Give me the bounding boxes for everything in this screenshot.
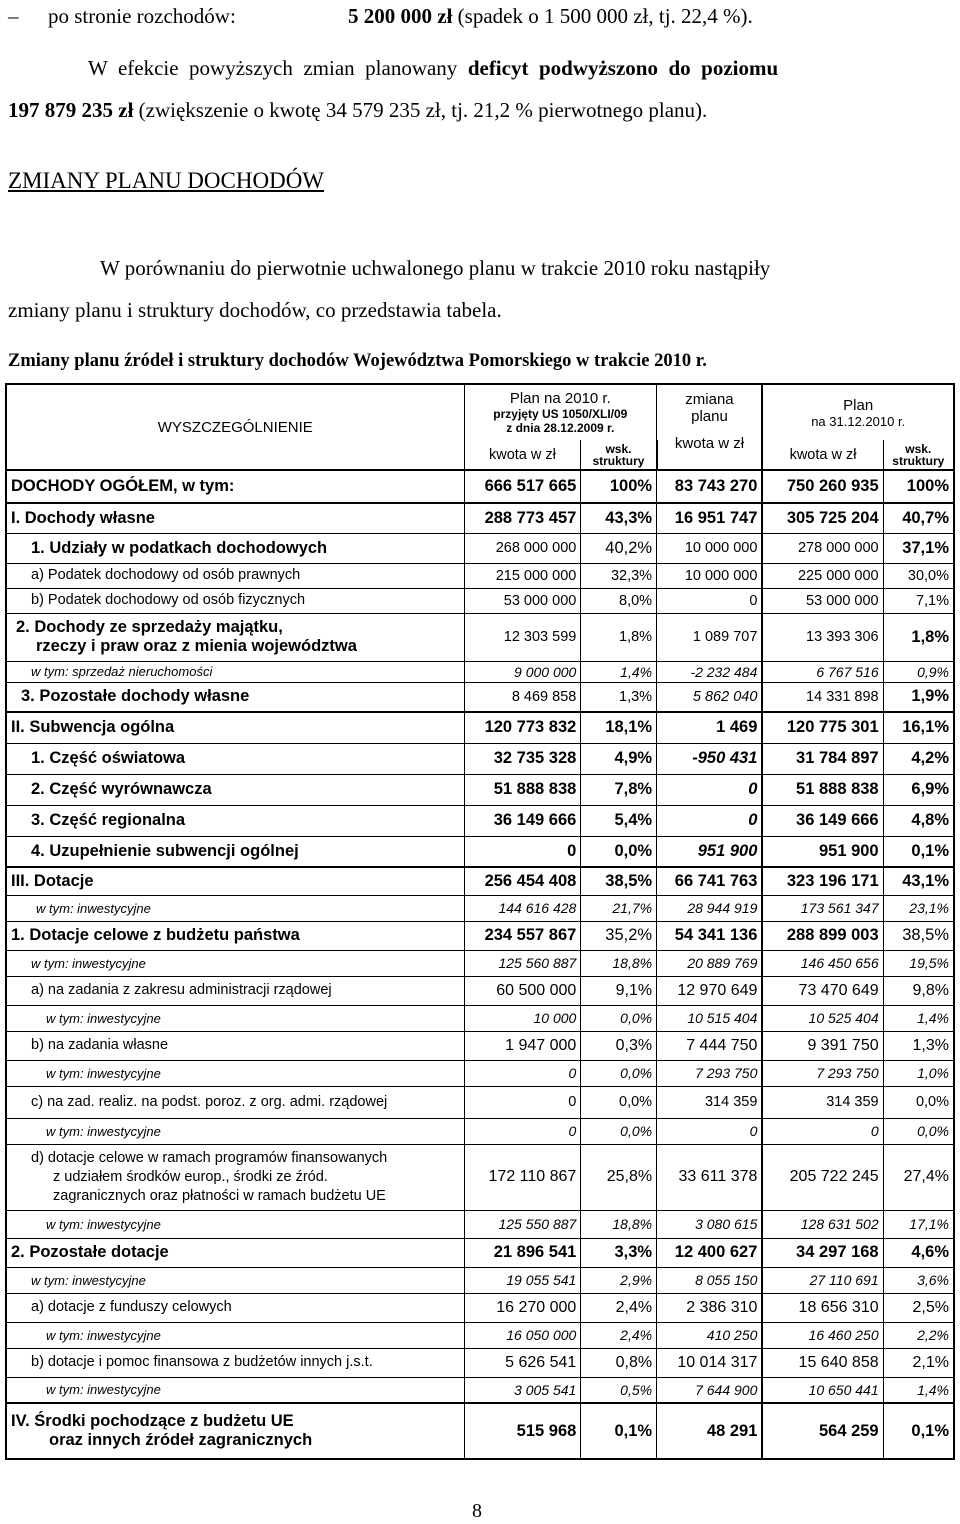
row-plan-share: 43,3% — [581, 503, 657, 533]
row-change-amount: 54 341 136 — [657, 921, 763, 950]
row-label-line: 2. Pozostałe dotacje — [11, 1243, 169, 1261]
row-label — [6, 682, 464, 712]
row-plan-share: 0,8% — [581, 1348, 657, 1377]
table-row — [6, 661, 954, 682]
row-change-amount: 0 — [657, 774, 763, 805]
row-label-line: 3. Część regionalna — [31, 811, 186, 829]
intro-line-3b: (zwiększenie o kwotę 34 579 235 zł, tj. 21,2 % pierwotnego planu). — [133, 98, 708, 122]
row-change-amount: 28 944 919 — [657, 895, 763, 921]
row-final-amount: 53 000 000 — [762, 588, 883, 613]
row-final-amount: 120 775 301 — [762, 712, 883, 743]
row-final-share: 30,0% — [883, 563, 954, 588]
header-change — [657, 384, 763, 470]
row-label — [6, 950, 464, 976]
row-final-amount: 564 259 — [762, 1403, 883, 1459]
row-plan-amount: 0 — [464, 1086, 581, 1118]
header-plan-sub1: przyjęty US 1050/XLI/09 — [493, 407, 628, 421]
row-label — [6, 1210, 464, 1238]
row-final-share: 2,2% — [883, 1322, 954, 1348]
row-final-share: 4,8% — [883, 805, 954, 836]
row-final-amount: 15 640 858 — [762, 1348, 883, 1377]
row-plan-share: 2,9% — [581, 1267, 657, 1293]
row-plan-share: 0,0% — [581, 1086, 657, 1118]
header-plan-title: Plan na 2010 r. — [509, 390, 611, 407]
row-plan-share: 1,3% — [581, 682, 657, 712]
row-label-line: rzeczy i praw oraz z mienia województwa — [36, 637, 357, 655]
row-label-line: I. Dochody własne — [11, 508, 155, 527]
row-plan-amount: 125 550 887 — [464, 1210, 581, 1238]
table-row — [6, 1144, 954, 1210]
row-plan-amount: 144 616 428 — [464, 895, 581, 921]
row-plan-amount: 215 000 000 — [464, 563, 581, 588]
row-final-amount: 10 650 441 — [762, 1377, 883, 1403]
table-row — [6, 1031, 954, 1060]
row-plan-amount: 1 947 000 — [464, 1031, 581, 1060]
row-final-amount: 34 297 168 — [762, 1238, 883, 1267]
row-final-share: 9,8% — [883, 976, 954, 1005]
header-change-1: zmiana — [685, 391, 734, 408]
row-label-line: w tym: inwestycyjne — [46, 1382, 161, 1398]
row-label — [6, 712, 464, 743]
table-row — [6, 950, 954, 976]
table-row — [6, 1348, 954, 1377]
table-title: Zmiany planu źródeł i struktury dochodów Województwa Pomorskiego w trakcie 2010 r. — [8, 351, 707, 371]
row-label — [6, 1031, 464, 1060]
row-plan-share: 1,4% — [581, 661, 657, 682]
header-share-1 — [581, 440, 657, 470]
row-plan-share: 0,1% — [581, 1403, 657, 1459]
row-final-amount: 18 656 310 — [762, 1293, 883, 1322]
row-label-line: w tym: inwestycyjne — [31, 955, 146, 971]
row-final-amount: 278 000 000 — [762, 533, 883, 563]
table-row — [6, 588, 954, 613]
row-final-amount: 225 000 000 — [762, 563, 883, 588]
row-label-line: w tym: sprzedaż nieruchomości — [31, 664, 213, 679]
row-change-amount: 3 080 615 — [657, 1210, 763, 1238]
row-plan-amount: 5 626 541 — [464, 1348, 581, 1377]
row-final-share: 2,1% — [883, 1348, 954, 1377]
row-label-line: z udziałem środków europ., środki ze źród. — [53, 1168, 328, 1185]
row-label-line: w tym: inwestycyjne — [31, 1272, 146, 1288]
row-plan-amount: 12 303 599 — [464, 613, 581, 661]
row-plan-share: 8,0% — [581, 588, 657, 613]
row-label-line: w tym: inwestycyjne — [46, 1010, 161, 1026]
table-row — [6, 895, 954, 921]
row-final-share: 27,4% — [883, 1144, 954, 1210]
row-plan-amount: 9 000 000 — [464, 661, 581, 682]
row-label — [6, 661, 464, 682]
row-plan-share: 1,8% — [581, 613, 657, 661]
page-number: 8 — [472, 1500, 482, 1522]
row-label — [6, 1144, 464, 1210]
section-heading: ZMIANY PLANU DOCHODÓW — [8, 168, 325, 193]
row-plan-share: 0,0% — [581, 1060, 657, 1086]
table-row — [6, 774, 954, 805]
intro-line-2b: deficyt podwyższono do poziomu — [467, 56, 779, 80]
row-final-amount: 6 767 516 — [762, 661, 883, 682]
row-final-amount: 288 899 003 — [762, 921, 883, 950]
row-label — [6, 743, 464, 774]
row-label — [6, 1322, 464, 1348]
row-plan-amount: 16 270 000 — [464, 1293, 581, 1322]
row-change-amount: 1 469 — [657, 712, 763, 743]
row-change-amount: 7 644 900 — [657, 1377, 763, 1403]
row-plan-amount: 0 — [464, 1118, 581, 1144]
row-label-line: b) na zadania własne — [31, 1037, 169, 1053]
row-change-amount: 5 862 040 — [657, 682, 763, 712]
row-final-share: 40,7% — [883, 503, 954, 533]
row-change-amount: 66 741 763 — [657, 867, 763, 895]
row-plan-share: 2,4% — [581, 1322, 657, 1348]
row-change-amount: 16 951 747 — [657, 503, 763, 533]
table-row — [6, 1005, 954, 1031]
row-label-line: II. Subwencja ogólna — [11, 718, 175, 737]
row-plan-share: 4,9% — [581, 743, 657, 774]
row-label-line: w tym: inwestycyjne — [46, 1065, 161, 1081]
row-change-amount: 10 000 000 — [657, 533, 763, 563]
row-final-share: 1,9% — [883, 682, 954, 712]
row-change-amount: 951 900 — [657, 836, 763, 867]
table-row — [6, 503, 954, 533]
row-plan-amount: 16 050 000 — [464, 1322, 581, 1348]
row-label-line: w tym: inwestycyjne — [46, 1123, 161, 1139]
row-plan-amount: 21 896 541 — [464, 1238, 581, 1267]
row-final-amount: 31 784 897 — [762, 743, 883, 774]
row-label — [6, 503, 464, 533]
row-final-amount: 173 561 347 — [762, 895, 883, 921]
row-plan-amount: 268 000 000 — [464, 533, 581, 563]
row-final-amount: 16 460 250 — [762, 1322, 883, 1348]
table-row — [6, 1210, 954, 1238]
table-row — [6, 1238, 954, 1267]
row-final-amount: 205 722 245 — [762, 1144, 883, 1210]
row-label — [6, 563, 464, 588]
row-final-share: 1,0% — [883, 1060, 954, 1086]
row-final-share: 37,1% — [883, 533, 954, 563]
table-row — [6, 1086, 954, 1118]
row-change-amount: 20 889 769 — [657, 950, 763, 976]
row-label — [6, 1293, 464, 1322]
row-change-amount: 1 089 707 — [657, 613, 763, 661]
row-change-amount: -950 431 — [657, 743, 763, 774]
row-label-line: c) na zad. realiz. na podst. poroz. z org. admi. rządowej — [31, 1093, 388, 1110]
row-label-line: b) dotacje i pomoc finansowa z budżetów innych j.s.t. — [31, 1354, 373, 1370]
row-plan-share: 7,8% — [581, 774, 657, 805]
row-change-amount: 7 293 750 — [657, 1060, 763, 1086]
table-row — [6, 1322, 954, 1348]
row-label — [6, 976, 464, 1005]
row-change-amount: 7 444 750 — [657, 1031, 763, 1060]
row-final-amount: 750 260 935 — [762, 470, 883, 503]
header-plan-end-1: Plan — [843, 396, 874, 414]
dash-bullet: – — [8, 4, 19, 28]
intro-label: po stronie rozchodów: — [48, 4, 236, 28]
row-label-line: 2. Część wyrównawcza — [31, 780, 212, 798]
row-label-line: oraz innych źródeł zagranicznych — [49, 1431, 313, 1449]
row-label — [6, 1060, 464, 1086]
header-description: WYSZCZEGÓLNIENIE — [6, 384, 464, 470]
row-final-share: 1,3% — [883, 1031, 954, 1060]
header-change-amount: kwota w zł — [674, 435, 745, 452]
row-label — [6, 1377, 464, 1403]
deficit-value: 197 879 235 zł — [8, 98, 134, 122]
row-plan-share: 2,4% — [581, 1293, 657, 1322]
row-plan-share: 0,3% — [581, 1031, 657, 1060]
paragraph-line-2: zmiany planu i struktury dochodów, co przedstawia tabela. — [8, 298, 502, 322]
row-change-amount: 48 291 — [657, 1403, 763, 1459]
row-final-share: 16,1% — [883, 712, 954, 743]
table-row — [6, 470, 954, 503]
table-row — [6, 1118, 954, 1144]
row-plan-amount: 288 773 457 — [464, 503, 581, 533]
row-final-share: 19,5% — [883, 950, 954, 976]
header-amount-2: kwota w zł — [762, 440, 883, 470]
row-change-amount: 12 970 649 — [657, 976, 763, 1005]
intro-line-3 — [8, 98, 707, 123]
row-final-share: 6,9% — [883, 774, 954, 805]
row-plan-share: 0,0% — [581, 1005, 657, 1031]
row-final-share: 23,1% — [883, 895, 954, 921]
row-final-share: 0,0% — [883, 1086, 954, 1118]
row-plan-amount: 0 — [464, 1060, 581, 1086]
row-label — [6, 1005, 464, 1031]
table-row — [6, 836, 954, 867]
row-label — [6, 836, 464, 867]
row-final-share: 0,9% — [883, 661, 954, 682]
table-row — [6, 1060, 954, 1086]
row-plan-amount: 120 773 832 — [464, 712, 581, 743]
row-final-share: 4,6% — [883, 1238, 954, 1267]
table-row — [6, 867, 954, 895]
row-plan-share: 0,0% — [581, 836, 657, 867]
row-label-line: 4. Uzupełnienie subwencji ogólnej — [31, 841, 299, 860]
row-label — [6, 1348, 464, 1377]
row-label-line: III. Dotacje — [11, 871, 94, 890]
header-amount-1: kwota w zł — [464, 440, 581, 470]
row-label — [6, 613, 464, 661]
row-label-line: zagranicznych oraz płatności w ramach budżetu UE — [53, 1187, 386, 1204]
row-final-amount: 51 888 838 — [762, 774, 883, 805]
table-row — [6, 921, 954, 950]
row-label-line: 2. Dochody ze sprzedaży majątku, — [16, 618, 283, 636]
row-label-line: w tym: inwestycyjne — [46, 1327, 161, 1343]
row-change-amount: 10 014 317 — [657, 1348, 763, 1377]
row-plan-share: 5,4% — [581, 805, 657, 836]
row-label — [6, 588, 464, 613]
row-label — [6, 1403, 464, 1459]
row-final-share: 7,1% — [883, 588, 954, 613]
row-final-amount: 36 149 666 — [762, 805, 883, 836]
row-plan-share: 100% — [581, 470, 657, 503]
row-final-share: 100% — [883, 470, 954, 503]
row-final-amount: 305 725 204 — [762, 503, 883, 533]
row-label-line: 3. Pozostałe dochody własne — [21, 687, 250, 706]
table-row — [6, 682, 954, 712]
row-plan-amount: 172 110 867 — [464, 1144, 581, 1210]
row-final-share: 3,6% — [883, 1267, 954, 1293]
row-label — [6, 921, 464, 950]
row-label — [6, 805, 464, 836]
row-final-amount: 10 525 404 — [762, 1005, 883, 1031]
row-label-line: a) Podatek dochodowy od osób prawnych — [31, 567, 301, 583]
table-body — [6, 470, 954, 1459]
row-change-amount: 2 386 310 — [657, 1293, 763, 1322]
row-plan-share: 18,8% — [581, 1210, 657, 1238]
row-final-amount: 314 359 — [762, 1086, 883, 1118]
row-label — [6, 533, 464, 563]
intro-value: 5 200 000 zł — [348, 4, 453, 28]
table-row — [6, 976, 954, 1005]
row-final-share: 1,4% — [883, 1377, 954, 1403]
header-plan-end-2: na 31.12.2010 r. — [811, 413, 906, 429]
row-label-line: 1. Dotacje celowe z budżetu państwa — [11, 926, 300, 944]
table-row — [6, 613, 954, 661]
header-plan-end — [762, 384, 954, 440]
row-label-line: w tym: inwestycyjne — [36, 900, 151, 916]
row-label — [6, 1267, 464, 1293]
row-final-amount: 7 293 750 — [762, 1060, 883, 1086]
table-row — [6, 563, 954, 588]
row-plan-amount: 256 454 408 — [464, 867, 581, 895]
row-plan-amount: 19 055 541 — [464, 1267, 581, 1293]
row-plan-share: 18,8% — [581, 950, 657, 976]
row-plan-amount: 3 005 541 — [464, 1377, 581, 1403]
row-label — [6, 895, 464, 921]
row-plan-share: 38,5% — [581, 867, 657, 895]
row-change-amount: -2 232 484 — [657, 661, 763, 682]
row-change-amount: 10 515 404 — [657, 1005, 763, 1031]
row-change-amount: 314 359 — [657, 1086, 763, 1118]
row-label — [6, 1086, 464, 1118]
row-label-line: DOCHODY OGÓŁEM, w tym: — [11, 477, 235, 495]
row-label-line: IV. Środki pochodzące z budżetu UE — [11, 1412, 294, 1430]
row-plan-amount: 0 — [464, 836, 581, 867]
table-row — [6, 712, 954, 743]
header-share-1b: struktury — [592, 453, 645, 468]
row-plan-amount: 8 469 858 — [464, 682, 581, 712]
row-final-amount: 323 196 171 — [762, 867, 883, 895]
row-final-amount: 0 — [762, 1118, 883, 1144]
row-label-line: d) dotacje celowe w ramach programów finansowanych — [31, 1149, 388, 1166]
row-plan-share: 0,5% — [581, 1377, 657, 1403]
row-final-share: 0,0% — [883, 1118, 954, 1144]
table-header — [6, 384, 954, 470]
row-change-amount: 83 743 270 — [657, 470, 763, 503]
row-plan-share: 18,1% — [581, 712, 657, 743]
row-final-share: 43,1% — [883, 867, 954, 895]
row-change-amount: 0 — [657, 1118, 763, 1144]
intro-line-2 — [88, 56, 778, 81]
row-final-amount: 14 331 898 — [762, 682, 883, 712]
header-plan-sub2: z dnia 28.12.2009 r. — [506, 421, 615, 435]
row-label — [6, 774, 464, 805]
row-plan-share: 35,2% — [581, 921, 657, 950]
row-plan-amount: 125 560 887 — [464, 950, 581, 976]
table-row — [6, 1377, 954, 1403]
row-change-amount: 8 055 150 — [657, 1267, 763, 1293]
row-label-line: w tym: inwestycyjne — [46, 1216, 161, 1232]
row-final-share: 4,2% — [883, 743, 954, 774]
row-plan-amount: 234 557 867 — [464, 921, 581, 950]
header-share-2b: struktury — [892, 453, 945, 468]
row-final-amount: 951 900 — [762, 836, 883, 867]
table-row — [6, 1293, 954, 1322]
row-final-amount: 128 631 502 — [762, 1210, 883, 1238]
row-final-share: 38,5% — [883, 921, 954, 950]
header-share-2 — [883, 440, 954, 470]
header-plan-2010 — [464, 384, 657, 440]
paragraph-line-1: W porównaniu do pierwotnie uchwalonego planu w trakcie 2010 roku nastąpiły — [100, 256, 771, 280]
row-plan-share: 21,7% — [581, 895, 657, 921]
row-change-amount: 0 — [657, 588, 763, 613]
row-label — [6, 867, 464, 895]
header-share-2a: wsk. — [905, 441, 932, 456]
table-row — [6, 805, 954, 836]
header-share-1a: wsk. — [605, 441, 632, 456]
row-plan-share: 25,8% — [581, 1144, 657, 1210]
row-plan-share: 32,3% — [581, 563, 657, 588]
row-label-line: a) na zadania z zakresu administracji rządowej — [31, 982, 332, 998]
row-plan-share: 40,2% — [581, 533, 657, 563]
row-plan-share: 3,3% — [581, 1238, 657, 1267]
table-row — [6, 1267, 954, 1293]
income-table — [5, 383, 955, 1460]
header-change-2: planu — [691, 408, 728, 425]
row-plan-share: 9,1% — [581, 976, 657, 1005]
row-final-amount: 146 450 656 — [762, 950, 883, 976]
row-change-amount: 410 250 — [657, 1322, 763, 1348]
table-row — [6, 1403, 954, 1459]
row-label — [6, 470, 464, 503]
row-final-share: 2,5% — [883, 1293, 954, 1322]
row-label-line: a) dotacje z funduszy celowych — [31, 1299, 232, 1315]
row-final-share: 0,1% — [883, 836, 954, 867]
intro-line-1 — [8, 4, 753, 29]
table-row — [6, 533, 954, 563]
row-label — [6, 1238, 464, 1267]
row-final-share: 17,1% — [883, 1210, 954, 1238]
row-plan-amount: 515 968 — [464, 1403, 581, 1459]
row-plan-amount: 51 888 838 — [464, 774, 581, 805]
row-plan-amount: 32 735 328 — [464, 743, 581, 774]
row-label-line: 1. Udziały w podatkach dochodowych — [31, 538, 328, 557]
row-plan-amount: 36 149 666 — [464, 805, 581, 836]
row-change-amount: 10 000 000 — [657, 563, 763, 588]
row-final-share: 1,4% — [883, 1005, 954, 1031]
row-plan-amount: 60 500 000 — [464, 976, 581, 1005]
row-label — [6, 1118, 464, 1144]
row-final-amount: 27 110 691 — [762, 1267, 883, 1293]
table-row — [6, 743, 954, 774]
row-final-amount: 9 391 750 — [762, 1031, 883, 1060]
row-change-amount: 12 400 627 — [657, 1238, 763, 1267]
intro-line-2a: W efekcie powyższych zmian planowany — [88, 56, 468, 80]
row-change-amount: 33 611 378 — [657, 1144, 763, 1210]
row-plan-amount: 10 000 — [464, 1005, 581, 1031]
row-change-amount: 0 — [657, 805, 763, 836]
row-final-amount: 13 393 306 — [762, 613, 883, 661]
row-final-amount: 73 470 649 — [762, 976, 883, 1005]
row-plan-share: 0,0% — [581, 1118, 657, 1144]
row-final-share: 0,1% — [883, 1403, 954, 1459]
row-label-line: b) Podatek dochodowy od osób fizycznych — [31, 592, 306, 608]
intro-rest: (spadek o 1 500 000 zł, tj. 22,4 %). — [452, 4, 753, 28]
row-final-share: 1,8% — [883, 613, 954, 661]
row-plan-amount: 53 000 000 — [464, 588, 581, 613]
row-label-line: 1. Część oświatowa — [31, 749, 186, 767]
row-plan-amount: 666 517 665 — [464, 470, 581, 503]
